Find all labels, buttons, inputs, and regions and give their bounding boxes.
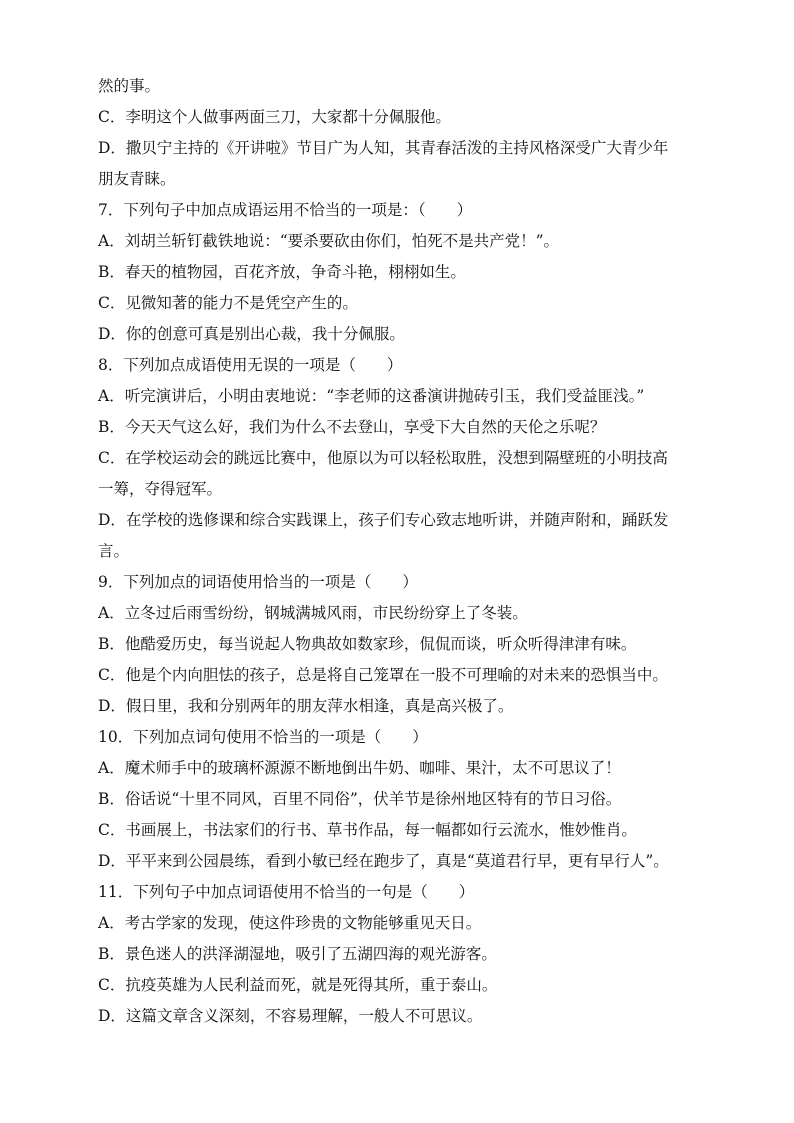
question-10-option-d: D．平平来到公园晨练，看到小敏已经在跑步了，真是“莫道君行早，更有早行人”。 [98, 852, 669, 870]
question-8-option-b: B．今天天气这么好，我们为什么不去登山，享受下大自然的天伦之乐呢？ [98, 418, 606, 436]
question-7-option-a: A．刘胡兰斩钉截铁地说：“要杀要砍由你们，怕死不是共产党！”。 [98, 232, 560, 250]
question-7-option-d: D．你的创意可真是别出心裁，我十分佩服。 [98, 325, 405, 343]
question-9-option-a: A．立冬过后雨雪纷纷，钢城满城风雨，市民纷纷穿上了冬装。 [98, 604, 528, 622]
question-7-stem: 7．下列句子中加点成语运用不恰当的一项是：（ ） [98, 201, 473, 219]
question-11-option-b: B．景色迷人的洪泽湖湿地，吸引了五湖四海的观光游客。 [98, 945, 497, 963]
question-7-option-b: B．春天的植物园，百花齐放，争奇斗艳，栩栩如生。 [98, 263, 466, 281]
question-10-option-a: A．魔术师手中的玻璃杯源源不断地倒出牛奶、咖啡、果汁，太不可思议了！ [98, 759, 621, 777]
question-8-option-c: C．在学校运动会的跳远比赛中，他原以为可以轻松取胜，没想到隔壁班的小明技高 [98, 449, 668, 467]
question-9-option-b: B．他酷爱历史，每当说起人物典故如数家珍，侃侃而谈，听众听得津津有味。 [98, 635, 637, 653]
question-9-stem: 9．下列加点的词语使用恰当的一项是（ ） [98, 573, 418, 591]
question-11-option-a: A．考古学家的发现，使这件珍贵的文物能够重见天日。 [98, 914, 482, 932]
question-10-stem: 10．下列加点词句使用不恰当的一项是（ ） [98, 728, 428, 746]
text-line: 然的事。 [98, 77, 161, 95]
question-10-option-b: B．俗话说“十里不同风，百里不同俗”，伏羊节是徐州地区特有的节日习俗。 [98, 790, 622, 808]
text-line: 朋友青睐。 [98, 170, 176, 188]
text-line: 言。 [98, 542, 130, 560]
question-9-option-d: D．假日里，我和分别两年的朋友萍水相逢，真是高兴极了。 [98, 697, 514, 715]
question-7-option-c: C．见微知著的能力不是凭空产生的。 [98, 294, 358, 312]
question-11-option-d: D．这篇文章含义深刻，不容易理解，一般人不可思议。 [98, 1007, 483, 1025]
question-9-option-c: C．他是个内向胆怯的孩子，总是将自己笼罩在一股不可理喻的对未来的恐惧当中。 [98, 666, 668, 684]
question-11-stem: 11．下列句子中加点词语使用不恰当的一句是（ ） [98, 883, 475, 901]
option-d: D．撒贝宁主持的《开讲啦》节目广为人知，其青春活泼的主持风格深受广大青少年 [98, 139, 669, 157]
question-8-option-a: A．听完演讲后，小明由衷地说：“李老师的这番演讲抛砖引玉，我们受益匪浅。” [98, 387, 645, 405]
question-text-block [98, 71, 698, 1032]
question-8-stem: 8．下列加点成语使用无误的一项是（ ） [98, 356, 403, 374]
question-8-option-d: D．在学校的选修课和综合实践课上，孩子们专心致志地听讲，并随声附和，踊跃发 [98, 511, 669, 529]
question-11-option-c: C．抗疫英雄为人民利益而死，就是死得其所，重于泰山。 [98, 976, 498, 994]
question-10-option-c: C．书画展上，书法家们的行书、草书作品，每一幅都如行云流水，惟妙惟肖。 [98, 821, 637, 839]
option-c: C．李明这个人做事两面三刀，大家都十分佩服他。 [98, 108, 451, 126]
text-line: 一筹，夺得冠军。 [98, 480, 223, 498]
